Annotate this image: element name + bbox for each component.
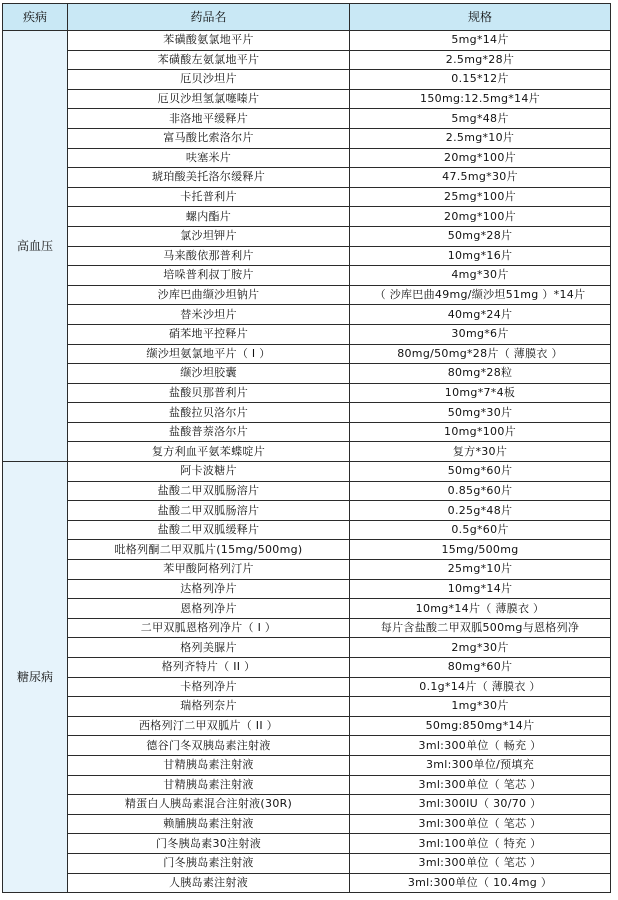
table-row [3,579,611,599]
drug-name-cell: 人胰岛素注射液 [68,873,350,893]
spec-cell: 10mg*14片 [350,579,611,599]
drug-name-cell: 沙库巴曲缬沙坦钠片 [68,285,350,305]
table-row [3,70,611,90]
drug-name-cell: 门冬胰岛素注射液 [68,853,350,873]
drug-name-cell: 马来酸依那普利片 [68,246,350,266]
table-row [3,364,611,384]
drug-name-cell: 盐酸拉贝洛尔片 [68,403,350,423]
spec-cell: 3ml:300单位（ 笔芯 ） [350,814,611,834]
drug-name-cell: 非洛地平缓释片 [68,109,350,129]
drug-name-cell: 赖脯胰岛素注射液 [68,814,350,834]
table-row [3,481,611,501]
drug-name-cell: 德谷门冬双胰岛素注射液 [68,736,350,756]
table-row [3,168,611,188]
drug-name-cell: 卡托普利片 [68,187,350,207]
table-row [3,540,611,560]
spec-cell: 150mg:12.5mg*14片 [350,89,611,109]
drug-name-cell: 达格列净片 [68,579,350,599]
drug-name-cell: 西格列汀二甲双胍片（ II ） [68,716,350,736]
spec-cell: 0.85g*60片 [350,481,611,501]
table-row [3,207,611,227]
drug-name-cell: 苯磺酸氨氯地平片 [68,31,350,51]
table-row [3,775,611,795]
disease-cell: 高血压 [3,31,68,462]
table-row [3,853,611,873]
drug-name-cell: 厄贝沙坦片 [68,70,350,90]
table-row [3,716,611,736]
table-row [3,442,611,462]
drug-name-cell: 苯磺酸左氨氯地平片 [68,50,350,70]
table-row [3,50,611,70]
table-row [3,148,611,168]
table-row [3,266,611,286]
drug-name-cell: 呋塞米片 [68,148,350,168]
table-row [3,383,611,403]
table-row [3,658,611,678]
drug-name-cell: 缬沙坦氨氯地平片（ I ） [68,344,350,364]
drug-name-cell: 盐酸普萘洛尔片 [68,422,350,442]
spec-cell: 1mg*30片 [350,697,611,717]
spec-cell: 4mg*30片 [350,266,611,286]
drug-name-cell: 琥珀酸美托洛尔缓释片 [68,168,350,188]
table-row [3,344,611,364]
table-row [3,560,611,580]
spec-cell: 50mg*30片 [350,403,611,423]
spec-cell: 15mg/500mg [350,540,611,560]
drug-name-cell: 吡格列酮二甲双胍片(15mg/500mg) [68,540,350,560]
drug-name-cell: 瑞格列奈片 [68,697,350,717]
spec-cell: 3ml:300单位（ 笔芯 ） [350,775,611,795]
table-row [3,677,611,697]
spec-cell: 2.5mg*28片 [350,50,611,70]
table-row [3,89,611,109]
drug-name-cell: 缬沙坦胶囊 [68,364,350,384]
drug-spec-table [2,3,611,893]
drug-name-cell: 氯沙坦钾片 [68,226,350,246]
spec-cell: 2.5mg*10片 [350,128,611,148]
spec-cell: 80mg*28粒 [350,364,611,384]
drug-name-cell: 富马酸比索洛尔片 [68,128,350,148]
table-row [3,305,611,325]
spec-cell: 20mg*100片 [350,148,611,168]
table-row [3,31,611,51]
table-row [3,285,611,305]
drug-name-cell: 复方利血平氨苯蝶啶片 [68,442,350,462]
table-row [3,834,611,854]
drug-name-cell: 盐酸二甲双胍缓释片 [68,520,350,540]
drug-name-cell: 替米沙坦片 [68,305,350,325]
spec-cell: 3ml:300单位（ 笔芯 ） [350,853,611,873]
table-row [3,697,611,717]
spec-cell: 0.25g*48片 [350,501,611,521]
table-row [3,187,611,207]
table-header [3,4,611,31]
table-row [3,462,611,482]
spec-cell: 50mg:850mg*14片 [350,716,611,736]
table-row [3,422,611,442]
table-row [3,795,611,815]
spec-cell: 80mg*60片 [350,658,611,678]
table-row [3,246,611,266]
drug-name-cell: 培哚普利叔丁胺片 [68,266,350,286]
drug-name-cell: 精蛋白人胰岛素混合注射液(30R) [68,795,350,815]
drug-name-cell: 门冬胰岛素30注射液 [68,834,350,854]
spec-cell: 复方*30片 [350,442,611,462]
header-row [3,4,611,31]
drug-name-cell: 盐酸二甲双胍肠溶片 [68,501,350,521]
table-row [3,501,611,521]
spec-cell: 3ml:300单位（ 10.4mg ） [350,873,611,893]
drug-name-cell: 恩格列净片 [68,599,350,619]
spec-cell: 每片含盐酸二甲双胍500mg与恩格列净 [350,618,611,638]
spec-cell: 25mg*10片 [350,560,611,580]
spec-cell: 0.5g*60片 [350,520,611,540]
disease-cell: 糖尿病 [3,462,68,893]
table-row [3,814,611,834]
spec-cell: 3ml:100单位（ 特充 ） [350,834,611,854]
spec-cell: 3ml:300单位（ 畅充 ） [350,736,611,756]
spec-cell: 47.5mg*30片 [350,168,611,188]
table-row [3,226,611,246]
table-row [3,109,611,129]
table-row [3,618,611,638]
drug-name-cell: 盐酸二甲双胍肠溶片 [68,481,350,501]
table-row [3,873,611,893]
drug-name-cell: 螺内酯片 [68,207,350,227]
spec-cell: 25mg*100片 [350,187,611,207]
table-row [3,599,611,619]
spec-cell: （ 沙库巴曲49mg/缬沙坦51mg ）*14片 [350,285,611,305]
header-disease: 疾病 [3,4,68,31]
table-row [3,403,611,423]
table-row [3,638,611,658]
spec-cell: 0.15*12片 [350,70,611,90]
spec-cell: 0.1g*14片（ 薄膜衣 ） [350,677,611,697]
spec-cell: 10mg*16片 [350,246,611,266]
spec-cell: 3ml:300单位/预填充 [350,755,611,775]
drug-name-cell: 苯甲酸阿格列汀片 [68,560,350,580]
drug-name-cell: 甘精胰岛素注射液 [68,755,350,775]
spec-cell: 30mg*6片 [350,324,611,344]
spec-cell: 10mg*7*4板 [350,383,611,403]
table-row [3,324,611,344]
spec-cell: 20mg*100片 [350,207,611,227]
drug-name-cell: 格列齐特片（ II ） [68,658,350,678]
spec-cell: 50mg*60片 [350,462,611,482]
drug-name-cell: 格列美脲片 [68,638,350,658]
spec-cell: 5mg*14片 [350,31,611,51]
header-spec: 规格 [350,4,611,31]
spec-cell: 10mg*100片 [350,422,611,442]
spec-cell: 10mg*14片（ 薄膜衣 ） [350,599,611,619]
spec-cell: 50mg*28片 [350,226,611,246]
spec-cell: 3ml:300IU（ 30/70 ） [350,795,611,815]
table-row [3,520,611,540]
drug-name-cell: 甘精胰岛素注射液 [68,775,350,795]
drug-name-cell: 二甲双胍恩格列净片（ I ） [68,618,350,638]
table-row [3,128,611,148]
header-drug-name: 药品名 [68,4,350,31]
spec-cell: 2mg*30片 [350,638,611,658]
drug-name-cell: 硝苯地平控释片 [68,324,350,344]
table-row [3,736,611,756]
drug-name-cell: 盐酸贝那普利片 [68,383,350,403]
drug-name-cell: 厄贝沙坦氢氯噻嗪片 [68,89,350,109]
drug-name-cell: 阿卡波糖片 [68,462,350,482]
table-row [3,755,611,775]
table-body [3,31,611,893]
drug-name-cell: 卡格列净片 [68,677,350,697]
spec-cell: 5mg*48片 [350,109,611,129]
spec-cell: 80mg/50mg*28片（ 薄膜衣 ） [350,344,611,364]
spec-cell: 40mg*24片 [350,305,611,325]
